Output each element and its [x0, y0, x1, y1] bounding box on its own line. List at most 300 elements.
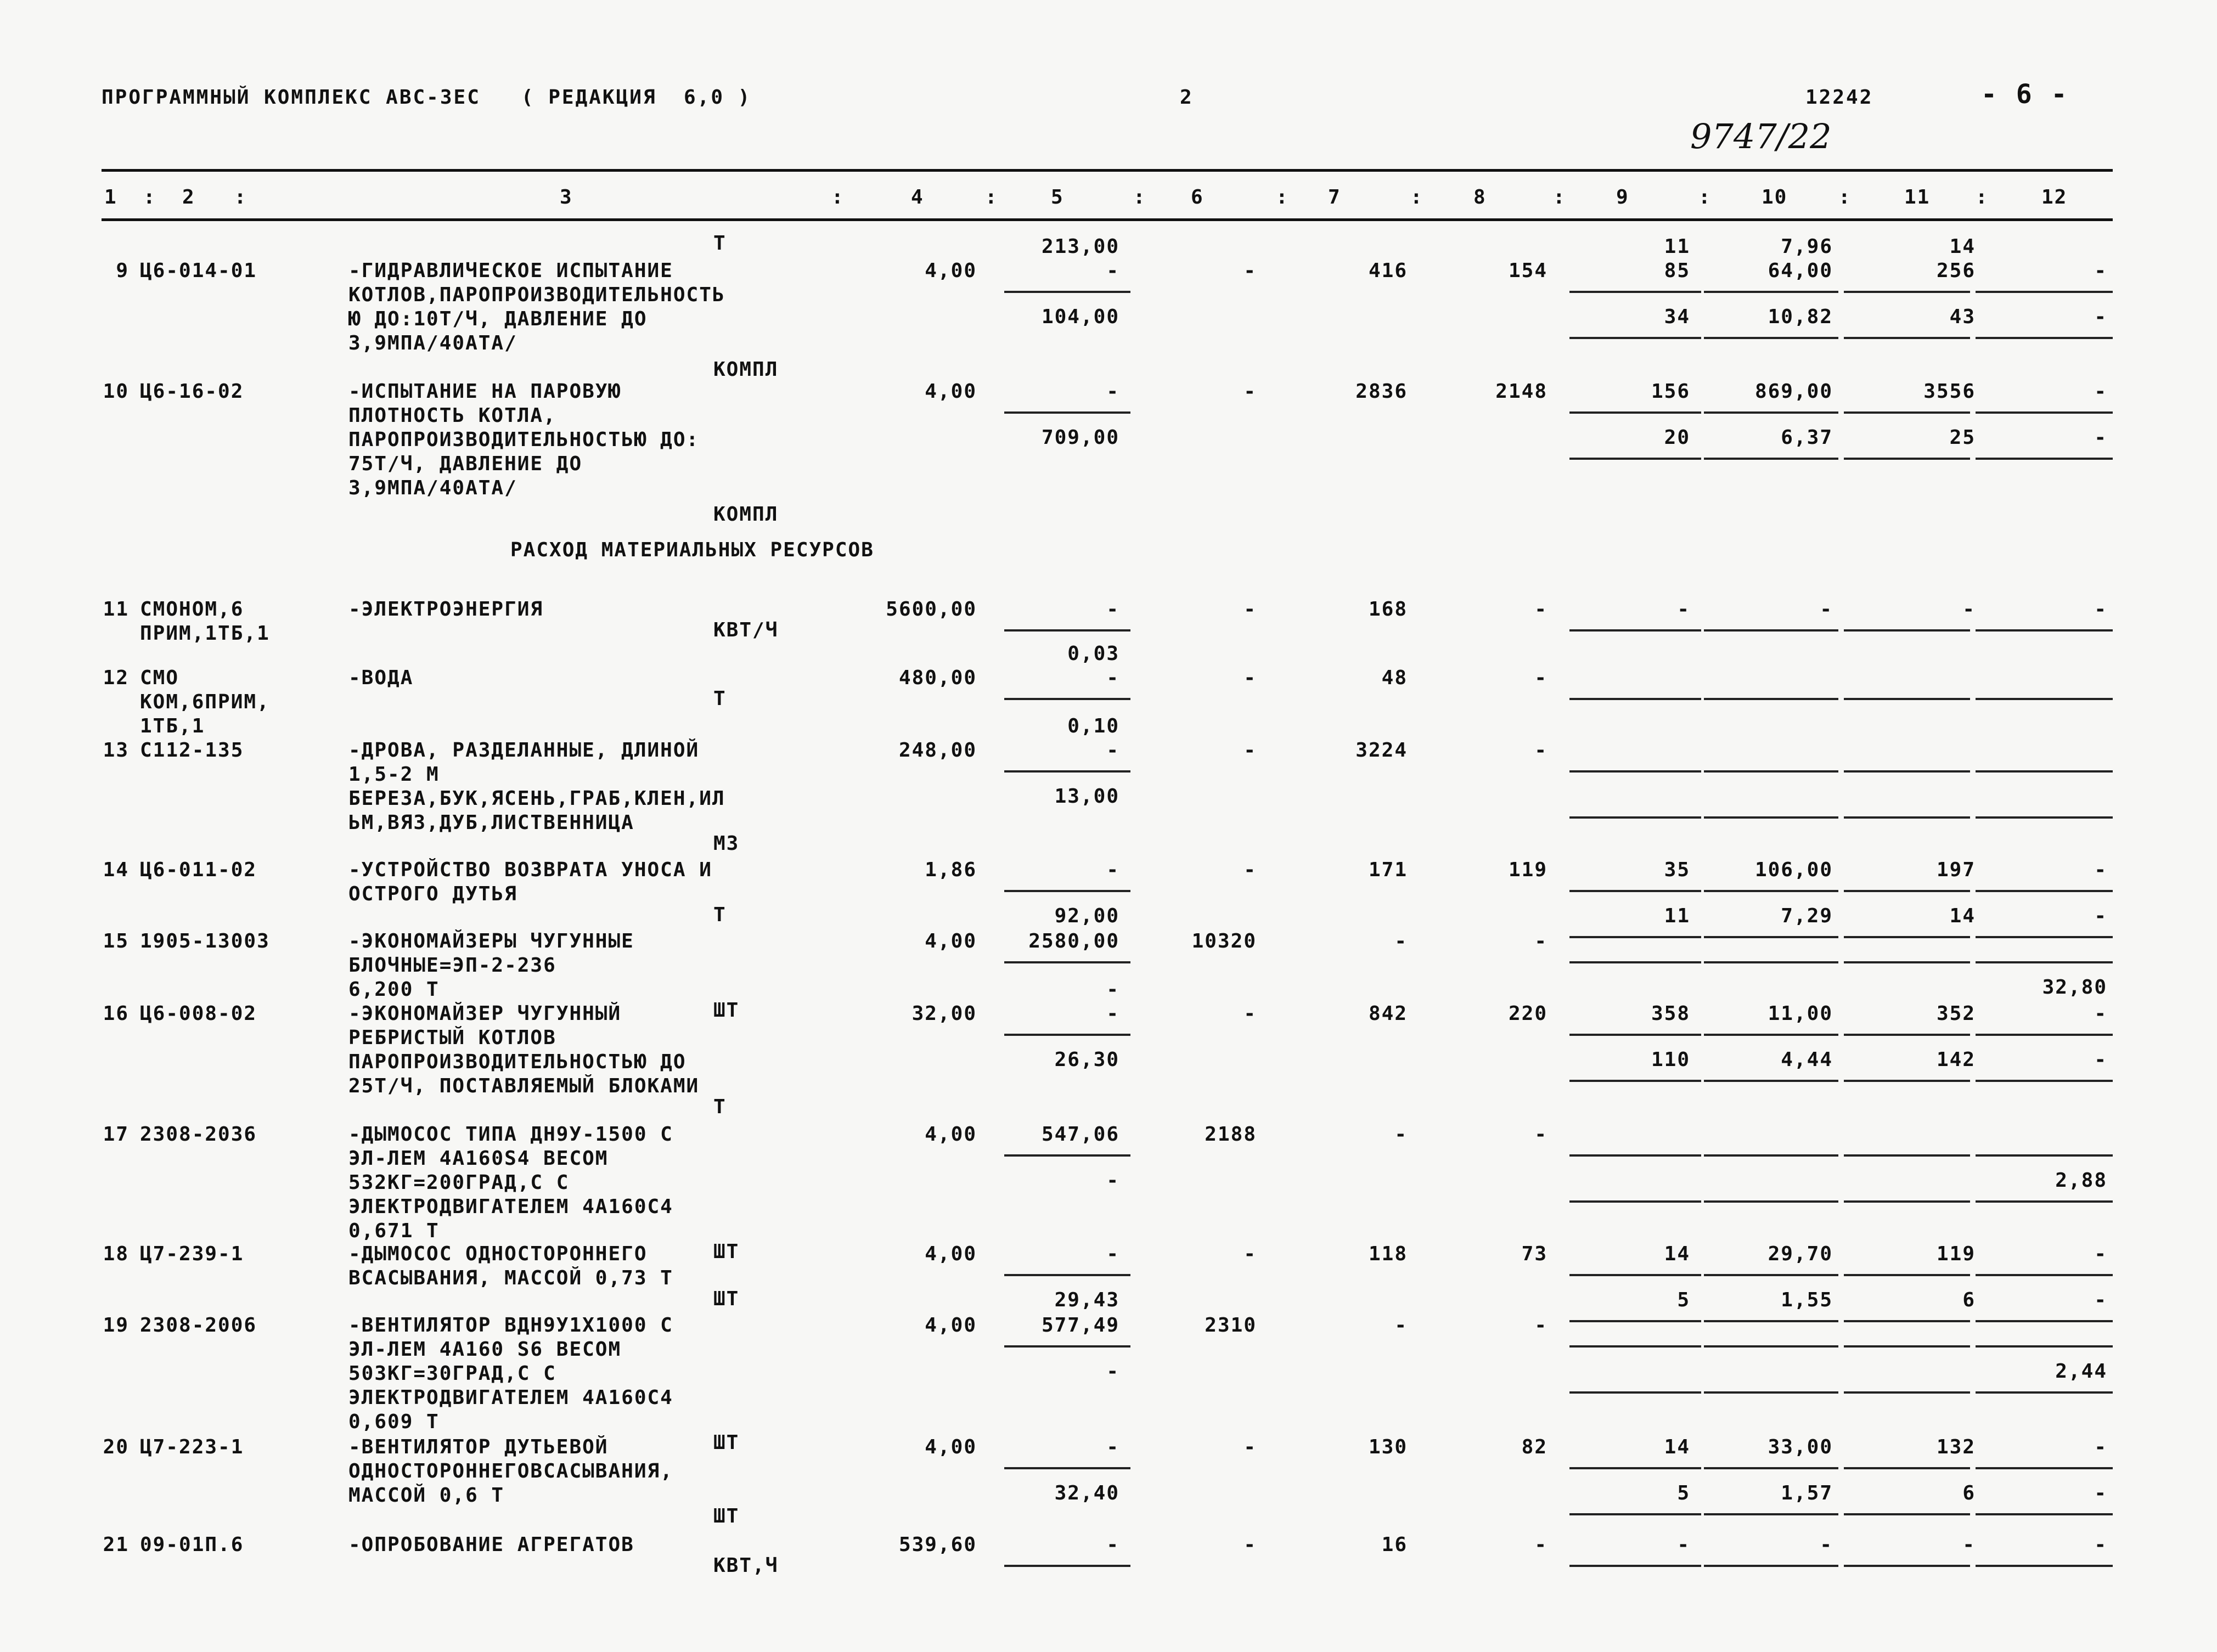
cell-c12-bottom: 2,44 [2055, 1360, 2107, 1383]
cell-qty: 4,00 [925, 930, 977, 952]
unit-label: ШТ [713, 999, 740, 1022]
cell-col6: - [1243, 1436, 1257, 1458]
cell-col8: - [1534, 598, 1548, 621]
cell-divider [1844, 1080, 1970, 1082]
cell-divider [1844, 890, 1970, 892]
cell-divider [1844, 698, 1970, 700]
cell-c11-value: - [1962, 1533, 1976, 1556]
row-description: -ВОДА [348, 667, 414, 689]
cell-divider [1004, 770, 1130, 773]
cell-c12-value: - [2094, 1436, 2107, 1458]
cell-divider [1844, 458, 1970, 460]
cell-divider [1569, 411, 1701, 414]
cell-divider [1844, 770, 1970, 773]
cell-divider [1704, 1080, 1838, 1082]
cell-c10-value: 869,00 [1754, 380, 1833, 403]
row-description: 3,9МПА/40АТА/ [348, 477, 517, 499]
cell-divider [1704, 816, 1838, 819]
cell-divider [1569, 1345, 1701, 1347]
cell-divider [1704, 1034, 1838, 1036]
cell-c10-value: 29,70 [1768, 1243, 1833, 1265]
cell-divider [1569, 1274, 1701, 1276]
cell-divider [1569, 337, 1701, 339]
cell-c5-value: - [1106, 1436, 1119, 1458]
cell-divider [1704, 961, 1838, 963]
column-header: 11 [1904, 186, 1931, 208]
cell-col7: 2836 [1355, 380, 1408, 403]
unit-label: ШТ [713, 1288, 740, 1310]
cell-divider [1704, 629, 1838, 632]
page-number: 2 [1180, 86, 1194, 109]
column-header: : [1276, 186, 1289, 208]
column-header: 7 [1328, 186, 1341, 208]
row-description: -ОПРОБОВАНИЕ АГРЕГАТОВ [348, 1533, 634, 1556]
cell-c10-bottom: 4,44 [1781, 1048, 1833, 1071]
row-code: КОМ,6ПРИМ, [140, 691, 270, 713]
cell-divider [1004, 698, 1130, 700]
cell-col6: - [1243, 1002, 1257, 1025]
cell-qty: 248,00 [898, 739, 977, 762]
cell-divider [1004, 1154, 1130, 1157]
cell-divider [1844, 1154, 1970, 1157]
cell-c12-bottom: 2,88 [2055, 1169, 2107, 1192]
column-header: 10 [1762, 186, 1788, 208]
cell-qty: 480,00 [898, 667, 977, 689]
cell-c5-top: 0,10 [1067, 715, 1119, 737]
row-description: БЕРЕЗА,БУК,ЯСЕНЬ,ГРАБ,КЛЕН,ИЛ [348, 787, 725, 810]
row-description: ОДНОСТОРОННЕГОВСАСЫВАНИЯ, [348, 1460, 673, 1482]
cell-c9-value: 156 [1651, 380, 1690, 403]
cell-qty: 4,00 [925, 260, 977, 282]
cell-c9-value: 85 [1664, 260, 1690, 282]
unit-label: М3 [713, 832, 740, 855]
column-header: : [831, 186, 845, 208]
row-description: -ГИДРАВЛИЧЕСКОЕ ИСПЫТАНИЕ [348, 260, 673, 282]
row-description: ПАРОПРОИЗВОДИТЕЛЬНОСТЬЮ ДО [348, 1051, 687, 1073]
cell-c12-value: - [2094, 260, 2107, 282]
cell-c5-bottom: 104,00 [1041, 306, 1119, 328]
cell-col6: - [1243, 859, 1257, 881]
cell-c12-bottom: - [2094, 1482, 2107, 1504]
cell-divider [1844, 1467, 1970, 1469]
column-header: : [1838, 186, 1852, 208]
row-description: 532КГ=200ГРАД,С С [348, 1171, 570, 1194]
row-number: 12 [103, 667, 129, 689]
cell-divider [1704, 1565, 1838, 1567]
cell-divider [1569, 1080, 1701, 1082]
cell-divider [1569, 1565, 1701, 1567]
cell-c12-bottom: - [2094, 306, 2107, 328]
cell-divider [1569, 890, 1701, 892]
unit-label: Т [713, 904, 727, 926]
cell-c9-top: 11 [1664, 235, 1690, 258]
row-code: 2308-2006 [140, 1314, 257, 1337]
cell-col8: - [1534, 739, 1548, 762]
cell-c12-value: - [2094, 598, 2107, 621]
column-header: : [1133, 186, 1146, 208]
column-header: : [1410, 186, 1423, 208]
cell-col8: - [1534, 1314, 1548, 1337]
cell-divider [1569, 1467, 1701, 1469]
row-description: -ДЫМОСОС ОДНОСТОРОННЕГО [348, 1243, 648, 1265]
row-description: 6,200 Т [348, 978, 440, 1001]
cell-col7: 842 [1368, 1002, 1408, 1025]
cell-divider [1976, 1513, 2113, 1515]
cell-c9-value: 358 [1651, 1002, 1690, 1025]
cell-col8: - [1534, 1123, 1548, 1146]
cell-divider [1004, 961, 1130, 963]
cell-divider [1844, 1320, 1970, 1322]
row-description: 1,5-2 М [348, 763, 440, 786]
cell-col8: 220 [1508, 1002, 1548, 1025]
cell-divider [1844, 961, 1970, 963]
row-description: -ЭКОНОМАЙЗЕРЫ ЧУГУННЫЕ [348, 930, 634, 952]
cell-divider [1976, 1391, 2113, 1394]
cell-divider [1844, 1200, 1970, 1203]
cell-c9-bottom: 11 [1664, 905, 1690, 927]
cell-c9-value: 35 [1664, 859, 1690, 881]
cell-divider [1569, 291, 1701, 293]
cell-c5-value: - [1106, 598, 1119, 621]
cell-divider [1004, 1467, 1130, 1469]
cell-c5-value: - [1106, 1002, 1119, 1025]
cell-c5-bottom: 26,30 [1054, 1048, 1119, 1071]
unit-label: КВТ,Ч [713, 1554, 779, 1577]
cell-col7: - [1394, 930, 1408, 952]
cell-c5-value: - [1106, 667, 1119, 689]
cell-c9-value: 14 [1664, 1436, 1690, 1458]
cell-divider [1704, 1320, 1838, 1322]
cell-divider [1976, 1467, 2113, 1469]
cell-divider [1004, 1274, 1130, 1276]
cell-col7: 171 [1368, 859, 1408, 881]
cell-col6: - [1243, 380, 1257, 403]
cell-divider [1976, 816, 2113, 819]
cell-c12-bottom: - [2094, 905, 2107, 927]
row-description: МАССОЙ 0,6 Т [348, 1484, 505, 1507]
row-description: -ДЫМОСОС ТИПА ДН9У-1500 С [348, 1123, 673, 1146]
row-number: 20 [103, 1436, 129, 1458]
row-number: 18 [103, 1243, 129, 1265]
cell-c9-bottom: 110 [1651, 1048, 1690, 1071]
cell-c10-bottom: 6,37 [1781, 426, 1833, 449]
row-number: 21 [103, 1533, 129, 1556]
cell-divider [1569, 816, 1701, 819]
cell-divider [1004, 629, 1130, 632]
row-description: -ДРОВА, РАЗДЕЛАННЫЕ, ДЛИНОЙ [348, 739, 700, 762]
cell-divider [1569, 770, 1701, 773]
cell-col6: - [1243, 598, 1257, 621]
cell-divider [1976, 1200, 2113, 1203]
cell-c5-bottom: - [1106, 1169, 1119, 1192]
unit-label: КОМПЛ [713, 358, 779, 381]
cell-c5-value: - [1106, 1533, 1119, 1556]
row-code: 1ТБ,1 [140, 715, 205, 737]
unit-label: ШТ [713, 1505, 740, 1527]
cell-c12-bottom: - [2094, 1289, 2107, 1311]
row-number: 17 [103, 1123, 129, 1146]
handwritten-note: 9747/22 [1690, 116, 1832, 156]
cell-c9-bottom: 34 [1664, 306, 1690, 328]
cell-qty: 4,00 [925, 380, 977, 403]
cell-divider [1976, 1154, 2113, 1157]
cell-divider [1569, 1034, 1701, 1036]
cell-c9-value: 14 [1664, 1243, 1690, 1265]
cell-col6: 2188 [1205, 1123, 1257, 1146]
cell-col6: - [1243, 739, 1257, 762]
cell-divider [1569, 1154, 1701, 1157]
row-code: Ц6-008-02 [140, 1002, 257, 1025]
cell-c11-top: 14 [1949, 235, 1976, 258]
row-description: 0,609 Т [348, 1411, 440, 1433]
cell-qty: 4,00 [925, 1314, 977, 1337]
cell-divider [1704, 411, 1838, 414]
column-header: 3 [560, 186, 573, 208]
cell-c12-value: - [2094, 859, 2107, 881]
cell-divider [1976, 961, 2113, 963]
cell-c5-value: 2580,00 [1028, 930, 1119, 952]
cell-qty: 1,86 [925, 859, 977, 881]
cell-c11-bottom: 142 [1936, 1048, 1976, 1071]
cell-c10-bottom: 10,82 [1768, 306, 1833, 328]
cell-col6: - [1243, 1533, 1257, 1556]
cell-c11-value: 3556 [1923, 380, 1976, 403]
cell-divider [1704, 698, 1838, 700]
column-header: 12 [2041, 186, 2068, 208]
cell-c11-value: 132 [1936, 1436, 1976, 1458]
cell-divider [1976, 1320, 2113, 1322]
row-code: С112-135 [140, 739, 244, 762]
row-description: БЛОЧНЫЕ=ЭП-2-236 [348, 954, 556, 977]
row-description: ЭЛЕКТРОДВИГАТЕЛЕМ 4А160С4 [348, 1196, 673, 1218]
cell-c5-value: 547,06 [1041, 1123, 1119, 1146]
cell-divider [1844, 337, 1970, 339]
cell-divider [1704, 1345, 1838, 1347]
cell-col8: - [1534, 667, 1548, 689]
cell-divider [1704, 1200, 1838, 1203]
row-code: Ц6-16-02 [140, 380, 244, 403]
cell-c5-value: 577,49 [1041, 1314, 1119, 1337]
cell-qty: 4,00 [925, 1243, 977, 1265]
cell-c11-value: 352 [1936, 1002, 1976, 1025]
cell-divider [1569, 1200, 1701, 1203]
cell-c5-bottom: 32,40 [1054, 1482, 1119, 1504]
column-header: : [985, 186, 998, 208]
cell-qty: 5600,00 [886, 598, 977, 621]
cell-col7: 118 [1368, 1243, 1408, 1265]
row-description: ЭЛЕКТРОДВИГАТЕЛЕМ 4А160С4 [348, 1386, 673, 1409]
row-description: -ЭЛЕКТРОЭНЕРГИЯ [348, 598, 544, 621]
row-description: -УСТРОЙСТВО ВОЗВРАТА УНОСА И [348, 859, 712, 881]
cell-divider [1704, 770, 1838, 773]
row-description: 3,9МПА/40АТА/ [348, 332, 517, 354]
cell-divider [1704, 1467, 1838, 1469]
cell-c10-value: 11,00 [1768, 1002, 1833, 1025]
cell-c10-value: 64,00 [1768, 260, 1833, 282]
cell-divider [1844, 1513, 1970, 1515]
cell-divider [1004, 1565, 1130, 1567]
cell-col8: - [1534, 930, 1548, 952]
cell-col8: 82 [1521, 1436, 1548, 1458]
cell-c10-bottom: 1,55 [1781, 1289, 1833, 1311]
cell-divider [1569, 698, 1701, 700]
cell-c10-bottom: 1,57 [1781, 1482, 1833, 1504]
cell-c5-bottom: 709,00 [1041, 426, 1119, 449]
cell-c11-value: 119 [1936, 1243, 1976, 1265]
cell-qty: 4,00 [925, 1436, 977, 1458]
cell-divider [1569, 936, 1701, 938]
cell-c9-bottom: 5 [1677, 1289, 1690, 1311]
cell-col7: 48 [1381, 667, 1408, 689]
cell-col8: 154 [1508, 260, 1548, 282]
program-title: ПРОГРАММНЫЙ КОМПЛЕКС АВС-3ЕС ( РЕДАКЦИЯ 6,0 ) [102, 86, 752, 109]
row-description: 25Т/Ч, ПОСТАВЛЯЕМЫЙ БЛОКАМИ [348, 1075, 700, 1097]
unit-label: КОМПЛ [713, 503, 779, 526]
unit-label: Т [713, 1096, 727, 1118]
cell-c5-value: - [1106, 1243, 1119, 1265]
cell-col7: 168 [1368, 598, 1408, 621]
cell-c5-value: - [1106, 380, 1119, 403]
column-header: 6 [1191, 186, 1204, 208]
cell-c11-value: 197 [1936, 859, 1976, 881]
header-top-rule [102, 169, 2113, 172]
row-code: 1905-13003 [140, 930, 270, 952]
cell-c12-value: - [2094, 1243, 2107, 1265]
cell-divider [1976, 1034, 2113, 1036]
row-code: Ц6-011-02 [140, 859, 257, 881]
cell-c11-value: - [1962, 598, 1976, 621]
cell-divider [1976, 770, 2113, 773]
cell-col6: - [1243, 1243, 1257, 1265]
cell-c11-bottom: 25 [1949, 426, 1976, 449]
cell-divider [1976, 1565, 2113, 1567]
cell-col7: - [1394, 1123, 1408, 1146]
cell-divider [1569, 1391, 1701, 1394]
cell-col6: 10320 [1191, 930, 1257, 952]
row-code: СМО [140, 667, 179, 689]
cell-c5-top: 213,00 [1041, 235, 1119, 258]
row-description: -ВЕНТИЛЯТОР ДУТЬЕВОЙ [348, 1436, 609, 1458]
row-description: ПЛОТНОСТЬ КОТЛА, [348, 404, 556, 427]
cell-c12-bottom: 32,80 [2042, 976, 2107, 999]
cell-divider [1704, 1154, 1838, 1157]
sheet-number: - 6 - [1981, 79, 2069, 110]
unit-label: ШТ [713, 1241, 740, 1263]
cell-divider [1976, 458, 2113, 460]
cell-divider [1704, 337, 1838, 339]
cell-divider [1004, 1034, 1130, 1036]
cell-divider [1004, 890, 1130, 892]
cell-divider [1004, 411, 1130, 414]
row-code: Ц6-014-01 [140, 260, 257, 282]
cell-c9-value: - [1677, 1533, 1690, 1556]
cell-col7: 3224 [1355, 739, 1408, 762]
cell-c5-bottom: 29,43 [1054, 1289, 1119, 1311]
cell-c12-value: - [2094, 1002, 2107, 1025]
cell-col8: 119 [1508, 859, 1548, 881]
unit-label: КВТ/Ч [713, 619, 779, 641]
row-number: 19 [103, 1314, 129, 1337]
row-code: Ц7-239-1 [140, 1243, 244, 1265]
row-number: 15 [103, 930, 129, 952]
row-description: 0,671 Т [348, 1220, 440, 1242]
cell-divider [1569, 1320, 1701, 1322]
row-description: -ЭКОНОМАЙЗЕР ЧУГУННЫЙ [348, 1002, 622, 1025]
row-code: 09-01П.6 [140, 1533, 244, 1556]
row-code: СМОНОМ,6 [140, 598, 244, 621]
cell-c10-value: - [1820, 1533, 1833, 1556]
unit-label: ШТ [713, 1431, 740, 1454]
cell-divider [1844, 1345, 1970, 1347]
cell-divider [1844, 816, 1970, 819]
cell-divider [1976, 411, 2113, 414]
cell-c5-top: - [1106, 978, 1119, 1001]
row-code: Ц7-223-1 [140, 1436, 244, 1458]
cell-divider [1976, 1080, 2113, 1082]
cell-divider [1976, 291, 2113, 293]
cell-c5-value: - [1106, 260, 1119, 282]
cell-divider [1569, 961, 1701, 963]
row-description: ЭЛ-ЛЕМ 4А160 S6 ВЕСОМ [348, 1338, 622, 1361]
row-number: 11 [103, 598, 129, 621]
cell-col7: 416 [1368, 260, 1408, 282]
cell-divider [1844, 1391, 1970, 1394]
row-description: 503КГ=30ГРАД,С С [348, 1362, 556, 1385]
cell-c5-bottom: - [1106, 1360, 1119, 1383]
cell-divider [1004, 1345, 1130, 1347]
row-number: 10 [103, 380, 129, 403]
cell-qty: 539,60 [898, 1533, 977, 1556]
cell-c5-bottom: 92,00 [1054, 905, 1119, 927]
cell-divider [1704, 1274, 1838, 1276]
cell-col7: - [1394, 1314, 1408, 1337]
column-header: : [1698, 186, 1712, 208]
cell-c5-top: 0,03 [1067, 642, 1119, 665]
column-header: 5 [1051, 186, 1064, 208]
cell-c9-bottom: 5 [1677, 1482, 1690, 1504]
cell-divider [1704, 291, 1838, 293]
cell-c5-value: - [1106, 739, 1119, 762]
row-number: 16 [103, 1002, 129, 1025]
row-description: ЬМ,ВЯЗ,ДУБ,ЛИСТВЕННИЦА [348, 811, 634, 834]
cell-divider [1844, 936, 1970, 938]
row-description: -ВЕНТИЛЯТОР ВДН9У1Х1000 С [348, 1314, 673, 1337]
cell-qty: 32,00 [911, 1002, 977, 1025]
cell-divider [1704, 890, 1838, 892]
unit-label: Т [713, 687, 727, 710]
cell-divider [1976, 629, 2113, 632]
row-description: 75Т/Ч, ДАВЛЕНИЕ ДО [348, 453, 583, 475]
cell-qty: 4,00 [925, 1123, 977, 1146]
row-number: 9 [116, 260, 129, 282]
unit-label: Т [713, 232, 727, 255]
column-header: 9 [1616, 186, 1629, 208]
row-description: Ю ДО:10Т/Ч, ДАВЛЕНИЕ ДО [348, 308, 648, 330]
cell-divider [1976, 1274, 2113, 1276]
document-code: 12242 [1805, 86, 1873, 109]
cell-c11-bottom: 14 [1949, 905, 1976, 927]
row-description: КОТЛОВ,ПАРОПРОИЗВОДИТЕЛЬНОСТЬ [348, 284, 725, 306]
column-header: 1 : 2 : [104, 186, 247, 208]
cell-col7: 130 [1368, 1436, 1408, 1458]
cell-c9-value: - [1677, 598, 1690, 621]
cell-c5-value: - [1106, 859, 1119, 881]
cell-divider [1976, 698, 2113, 700]
cell-c11-value: 256 [1936, 260, 1976, 282]
column-header: : [1553, 186, 1566, 208]
cell-divider [1844, 629, 1970, 632]
cell-divider [1569, 458, 1701, 460]
